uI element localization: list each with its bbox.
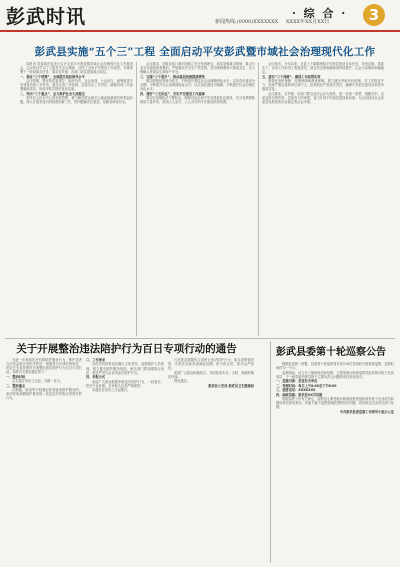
newspaper-logo: 彭武时讯 xyxy=(6,6,87,28)
article1-col2-subhead: 三、实施“三个提升”，推动基层治理提质增效 xyxy=(140,74,205,79)
article2-col3-para: 凡在规定期限内主动停止违法陪护行为、如实说明情况的，可依法从轻或者减轻处理；拒不停止的，依法从严惩处。 xyxy=(168,358,254,371)
article1-column-1 xyxy=(20,62,133,336)
article1-col3-para: 会议要求，各乡镇、各部门要以此次会议为契机，进一步统一思想、凝聚共识，以更加务实的作风、更加有力的举措，奋力开创平安彭武建设新局面，为全县经济社会高质量发展营造安全稳定的社会环境。 xyxy=(262,91,384,105)
article1-col1-para: 坚持以人民为中心的发展思想，着力解决群众最关心最直接最现实的利益问题，深入开展矛盾纠纷排查化解工作，把问题解决在基层、化解在萌芽状态。 xyxy=(20,96,133,105)
section-name: · 综 合 · xyxy=(292,7,348,20)
article1-col3-para: 会议指出，今年以来，全县上下紧紧围绕平安彭武建设目标任务，攻坚克难、真抓实干，各项工作取得了明显成效，群众安全感和满意度持续提升，社会大局保持和谐稳定。 xyxy=(262,62,384,75)
column-divider xyxy=(136,62,137,336)
article2-col3-para: 希望广大群众积极配合，共同营造安全、文明、和谐的就医环境。 xyxy=(168,370,254,379)
article1-column-3 xyxy=(262,62,384,336)
article1-col1-subhead: 二、突出“三个重点”，全力维护社会大局稳定 xyxy=(20,91,85,96)
column-divider xyxy=(270,341,271,563)
article2-column-3 xyxy=(168,358,254,561)
article1-col1-subhead: 一、强化“三个统筹”，全面提升组织领导水平 xyxy=(20,74,85,79)
article1-col2-para: 要以网格化管理为抓手，不断提升基层社会治理精细化水平；以信息化建设为支撑，不断提升社会治理智能化水平；以法治化建设为保障，不断提升社会治理法治化水平。 xyxy=(140,79,255,92)
article2-col1-para: 以欺骗、胁迫等手段强迫患者接受陪护服务的；非法收取高额陪护费用的；扰乱医疗机构正常秩序的行为。 xyxy=(6,388,82,401)
article1-col1-para: 会议强调，要坚持党委领导、政府负责、社会协同、公众参与，统筹推进平安建设各项工作任务，健全完善工作机制，层层压实工作责任，确保各项工作部署落地见效，形成齐抓共管的良好局面。 xyxy=(20,79,133,92)
article1-col1-para: 本报讯 县委政法委近日召开全县平安建设暨市域社会治理现代化工作推进会，会议传达学习了上级有关会议精神，总结了全县平安建设工作成效，安排部署下一阶段重点任务，要求各乡镇、各部门切实提高政治站位。 xyxy=(20,62,133,75)
article2-col1-subhead: 一、整治时间 xyxy=(6,374,26,379)
article1-col2-para: 会议要求，各级各部门要牢固树立安全发展理念，切实加强重点领域、重点行业安全隐患排查整治，严格落实安全生产责任制，坚决遏制重特大事故发生，全力保障人民群众生命财产安全。 xyxy=(140,62,255,75)
article3-signoff: 中共彭武县委巡察工作领导小组办公室 xyxy=(339,409,394,414)
article3-para: 根据巡察工作有关规定，巡察组主要受理反映被巡察党组织领导班子及其成员问题的来信来电来访，其他不属于巡察受理范围的信访问题，将按规定交由有关部门处理。 xyxy=(276,397,394,410)
masthead xyxy=(0,0,400,32)
article3-headline: 彭武县委第十轮巡察公告 xyxy=(276,347,386,358)
article2-col1-para: 自本通告发布之日起，为期一百天。 xyxy=(12,379,63,384)
article2-column-1 xyxy=(6,358,82,561)
article3-item: 二、受理时间：每日上午8:00至下午6:00 xyxy=(276,383,337,388)
article3-para: 根据县委统一部署，县委第十轮巡察将对部分单位党组织开展常规巡察，巡察时间约为一个月。 xyxy=(276,362,394,371)
article2-col2-para: 欢迎广大群众积极举报违法陪护行为，一经查实，依法予以处理，对举报人信息严格保密。 xyxy=(86,379,164,388)
article3-item: 一、巡察对象：县直有关单位 xyxy=(276,379,318,384)
article1-col2-subhead: 四、建好“三支队伍”，夯实平安建设工作基础 xyxy=(140,91,205,96)
column-divider xyxy=(258,62,259,336)
article2-col1-para: 为进一步规范医疗机构陪护服务行为，维护患者合法权益和正常医疗秩序，根据有关法律法规规定，决定在全县范围内开展整治违法陪护行为百日专项行动。现将有关事项通告如下： xyxy=(6,358,82,375)
article2-col2-subhead: 三、工作要求 xyxy=(86,358,106,362)
article3-para: 巡察期间，设立专门值班电话和信箱，主要受理反映被巡察党组织领导班子及其成员、下一级党组织领导班子主要负责人问题的来信来电来访。 xyxy=(276,370,394,379)
article2-col1-subhead: 二、整治重点 xyxy=(6,383,26,388)
article1-column-2 xyxy=(140,62,255,336)
page-number-badge: 3 xyxy=(363,4,385,26)
article2-col2-para: 本通告自发布之日起施行。 xyxy=(92,388,131,393)
article3-body xyxy=(276,362,394,562)
issue-date: XXXX年XX月XX日 xyxy=(285,19,330,25)
section-divider xyxy=(5,338,395,339)
article2-col3-para: 特此通告。 xyxy=(174,379,190,384)
article1-headline: 彭武县实施“五个三”工程 全面启动平安彭武暨市域社会治理现代化工作 xyxy=(34,46,376,58)
news-hotline: 新闻热线:(0000)XXXXXXX xyxy=(215,19,279,25)
article3-item: 三、值班电话：XXXXXXX xyxy=(276,388,316,393)
article2-signoff: 彭武县公安局 彭武县卫生健康局 xyxy=(208,383,254,388)
article2-column-2 xyxy=(86,358,164,561)
article2-col2-subhead: 四、举报方式 xyxy=(86,375,106,380)
article1-col2-para: 要切实加强政法干警队伍、网格员队伍和平安志愿者队伍建设，充分发挥群防群治力量作用，营造人人参与、人人共享的平安建设浓厚氛围。 xyxy=(140,96,255,105)
article2-headline: 关于开展整治违法陪护行为百日专项行动的通告 xyxy=(16,343,237,355)
article1-col3-para: 要强化组织保障、经费保障和督查保障，建立健全考核评价机制，对工作推进不力、造成严重后果的单位和个人，依规依纪严肃追究责任，确保平安彭武建设各项任务落到实处。 xyxy=(262,79,384,92)
article3-item: 四、邮政信箱：彭武县XX号信箱 xyxy=(276,392,323,397)
masthead-rule xyxy=(0,30,400,32)
article2-col2-para: 各医疗机构要切实履行主体责任，加强陪护人员管理，建立健全陪护服务规范。相关部门要加强联合执法，依法严厉打击各类违法陪护行为。 xyxy=(86,362,164,375)
article1-col3-subhead: 五、落实“三个保障”，确保工作取得实效 xyxy=(262,74,321,79)
